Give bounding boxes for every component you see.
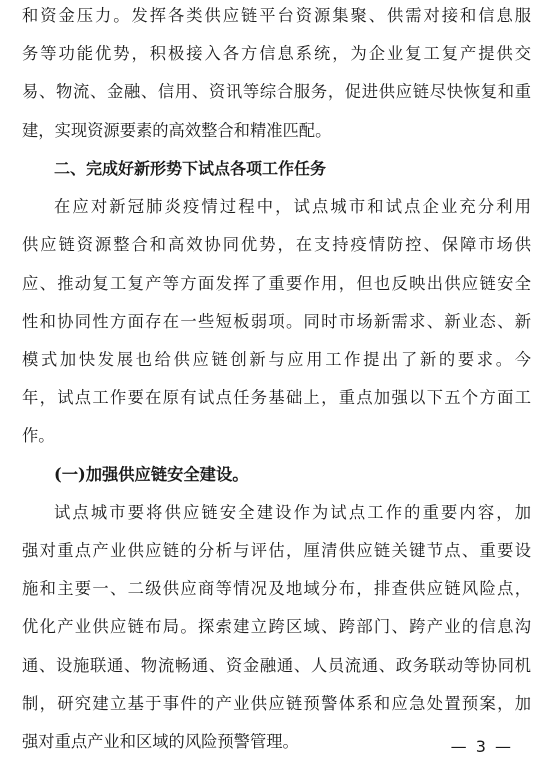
paragraph-3-line-3: 施和主要一、二级供应商等情况及地域分布，排查供应链风险点， <box>22 579 531 599</box>
paragraph-1-line-4: 建，实现资源要素的高效整合和精准匹配。 <box>22 120 332 140</box>
paragraph-1-line-3: 易、物流、金融、信用、资讯等综合服务，促进供应链尽快恢复和重 <box>22 82 531 102</box>
paragraph-3-line-6: 制，研究建立基于事件的产业供应链预警体系和应急处置预案，加 <box>22 693 531 713</box>
paragraph-3-line-4: 优化产业供应链布局。探索建立跨区域、跨部门、跨产业的信息沟 <box>22 617 531 637</box>
paragraph-2-line-2: 供应链资源整合和高效协同优势，在支持疫情防控、保障市场供 <box>22 235 531 255</box>
paragraph-2-line-4: 性和协同性方面存在一些短板弱项。同时市场新需求、新业态、新 <box>22 311 531 331</box>
paragraph-2-line-7: 作。 <box>22 426 55 446</box>
paragraph-2-line-6: 年，试点工作要在原有试点任务基础上，重点加强以下五个方面工 <box>22 388 531 408</box>
paragraph-2-line-1: 在应对新冠肺炎疫情过程中，试点城市和试点企业充分利用 <box>54 197 531 217</box>
sub-heading: (一)加强供应链安全建设。 <box>54 464 249 484</box>
paragraph-3-line-7: 强对重点产业和区域的风险预警管理。 <box>22 732 299 751</box>
paragraph-2-line-3: 应、推动复工复产等方面发挥了重要作用，但也反映出供应链安全 <box>22 273 531 293</box>
paragraph-3-line-5: 通、设施联通、物流畅通、资金融通、人员流通、政务联动等协同机 <box>22 655 531 675</box>
paragraph-1-line-1: 和资金压力。发挥各类供应链平台资源集聚、供需对接和信息服 <box>22 6 531 25</box>
paragraph-1-line-2: 务等功能优势，积极接入各方信息系统，为企业复工复产提供交 <box>22 44 531 64</box>
section-heading: 二、完成好新形势下试点各项工作任务 <box>54 158 327 178</box>
page-number: — 3 — <box>450 737 513 756</box>
paragraph-3-line-2: 强对重点产业供应链的分析与评估，厘清供应链关键节点、重要设 <box>22 540 531 560</box>
paragraph-3-line-1: 试点城市要将供应链安全建设作为试点工作的重要内容，加 <box>54 502 531 522</box>
paragraph-2-line-5: 模式加快发展也给供应链创新与应用工作提出了新的要求。今 <box>22 349 531 369</box>
